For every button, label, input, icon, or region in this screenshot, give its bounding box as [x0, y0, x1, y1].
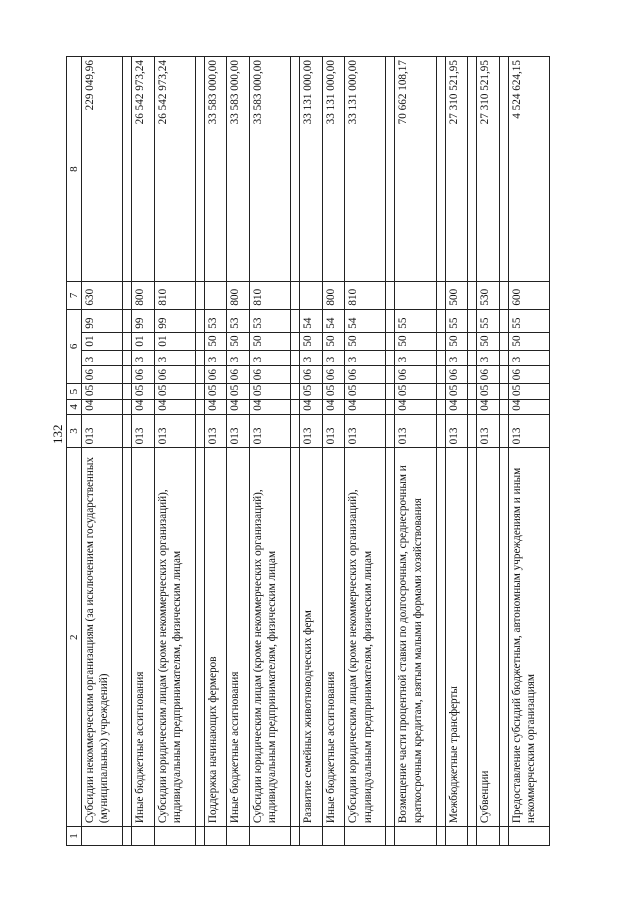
row-code-col6d: 54	[300, 309, 323, 332]
row-code-col4: 04	[508, 399, 549, 414]
row-name: Субвенции	[477, 448, 500, 827]
row-name: Иные бюджетные ассигнования	[132, 448, 155, 827]
spacer-cell	[436, 384, 445, 400]
row-code-col6a: 06	[154, 366, 195, 384]
row-code-col6a: 06	[82, 366, 123, 384]
spacer-cell	[386, 57, 395, 282]
spacer-cell	[123, 414, 132, 448]
spacer-cell	[436, 448, 445, 827]
spacer-cell	[386, 350, 395, 366]
spacer-cell	[386, 332, 395, 350]
row-code-col7: 810	[154, 282, 195, 309]
row-code-col6a: 06	[508, 366, 549, 384]
row-name: Возмещение части процентной ставки по долгосрочным, среднесрочным и краткосрочным кредитам, взятым малыми формами хозяйствования	[395, 448, 436, 827]
row-code-col6b: 3	[227, 350, 250, 366]
row-code-col6a: 06	[132, 366, 155, 384]
row-name: Субсидии юридическим лицам (кроме некоммерческих организаций), индивидуальным предпринимателям, физическим лицам	[154, 448, 195, 827]
table-row	[204, 57, 227, 846]
spacer-cell	[436, 414, 445, 448]
row-code-col6c: 50	[445, 332, 468, 350]
row-name: Предоставление субсидий бюджетным, автономным учреждениям и иным некоммерческим организациям	[508, 448, 549, 827]
row-amount: 26 542 973,24	[154, 57, 195, 282]
spacer-cell	[195, 827, 204, 846]
row-code-col3: 013	[300, 414, 323, 448]
row-code-col7: 500	[445, 282, 468, 309]
spacer-cell	[291, 309, 300, 332]
spacer-cell	[291, 332, 300, 350]
spacer-cell	[499, 332, 508, 350]
row-code-col6c: 50	[322, 332, 345, 350]
spacer-cell	[123, 366, 132, 384]
spacer-cell	[291, 384, 300, 400]
row-code-col4: 04	[204, 399, 227, 414]
row-code-col6b: 3	[204, 350, 227, 366]
row-amount: 33 131 000,00	[345, 57, 386, 282]
row-amount: 27 310 521,95	[445, 57, 468, 282]
spacer-cell	[468, 332, 477, 350]
budget-table	[66, 56, 550, 846]
row-name: Межбюджетные трансферты	[445, 448, 468, 827]
spacer-cell	[468, 399, 477, 414]
row-code-col6c: 01	[154, 332, 195, 350]
spacer-cell	[195, 309, 204, 332]
spacer-cell	[123, 282, 132, 309]
row-code-col7: 800	[132, 282, 155, 309]
row-code-col3: 013	[82, 414, 123, 448]
table-body	[82, 57, 550, 846]
row-code-col6c: 01	[132, 332, 155, 350]
spacer-cell	[291, 399, 300, 414]
row-index-cell	[132, 827, 155, 846]
spacer-row	[386, 57, 395, 846]
spacer-cell	[386, 384, 395, 400]
spacer-row	[195, 57, 204, 846]
header-col-6: 6	[67, 309, 82, 384]
spacer-cell	[195, 366, 204, 384]
row-code-col6b: 3	[395, 350, 436, 366]
row-name: Субсидии юридическим лицам (кроме некоммерческих организаций), индивидуальным предпринимателям, физическим лицам	[345, 448, 386, 827]
spacer-cell	[123, 309, 132, 332]
spacer-cell	[468, 448, 477, 827]
spacer-cell	[195, 282, 204, 309]
spacer-cell	[468, 282, 477, 309]
spacer-cell	[123, 827, 132, 846]
spacer-row	[468, 57, 477, 846]
row-code-col4: 04	[345, 399, 386, 414]
row-index-cell	[508, 827, 549, 846]
spacer-cell	[436, 366, 445, 384]
row-code-col6a: 06	[322, 366, 345, 384]
spacer-cell	[468, 366, 477, 384]
row-code-col5: 05	[445, 384, 468, 400]
row-code-col7	[395, 282, 436, 309]
row-code-col6b: 3	[508, 350, 549, 366]
row-code-col5: 05	[508, 384, 549, 400]
header-col-1: 1	[67, 827, 82, 846]
row-code-col5: 05	[322, 384, 345, 400]
spacer-cell	[123, 448, 132, 827]
row-code-col4: 04	[300, 399, 323, 414]
row-code-col3: 013	[508, 414, 549, 448]
row-code-col5: 05	[204, 384, 227, 400]
row-code-col6d: 54	[322, 309, 345, 332]
row-code-col3: 013	[204, 414, 227, 448]
row-code-col5: 05	[154, 384, 195, 400]
row-code-col3: 013	[395, 414, 436, 448]
row-code-col6c: 50	[204, 332, 227, 350]
row-code-col3: 013	[477, 414, 500, 448]
row-index-cell	[395, 827, 436, 846]
row-code-col6d: 53	[227, 309, 250, 332]
table-row	[477, 57, 500, 846]
rotated-page	[66, 56, 550, 846]
row-index-cell	[227, 827, 250, 846]
spacer-cell	[386, 827, 395, 846]
spacer-cell	[436, 282, 445, 309]
spacer-cell	[195, 350, 204, 366]
header-col-7: 7	[67, 282, 82, 309]
row-code-col4: 04	[154, 399, 195, 414]
row-code-col6c: 50	[345, 332, 386, 350]
row-amount: 27 310 521,95	[477, 57, 500, 282]
row-code-col4: 04	[322, 399, 345, 414]
spacer-cell	[123, 350, 132, 366]
spacer-cell	[386, 309, 395, 332]
spacer-cell	[291, 282, 300, 309]
row-code-col6c: 50	[227, 332, 250, 350]
spacer-cell	[468, 57, 477, 282]
row-name: Иные бюджетные ассигнования	[322, 448, 345, 827]
row-code-col6a: 06	[250, 366, 291, 384]
table-row	[250, 57, 291, 846]
spacer-cell	[468, 350, 477, 366]
row-code-col6c: 50	[250, 332, 291, 350]
row-code-col6a: 06	[345, 366, 386, 384]
row-code-col3: 013	[227, 414, 250, 448]
spacer-cell	[499, 350, 508, 366]
row-index-cell	[82, 827, 123, 846]
spacer-cell	[499, 57, 508, 282]
row-name: Поддержка начинающих фермеров	[204, 448, 227, 827]
spacer-cell	[195, 384, 204, 400]
row-amount: 229 049,96	[82, 57, 123, 282]
row-code-col7: 600	[508, 282, 549, 309]
row-code-col6a: 06	[227, 366, 250, 384]
row-name: Иные бюджетные ассигнования	[227, 448, 250, 827]
spacer-row	[123, 57, 132, 846]
row-code-col6d: 99	[154, 309, 195, 332]
spacer-cell	[436, 399, 445, 414]
row-code-col6d: 55	[395, 309, 436, 332]
row-code-col5: 05	[300, 384, 323, 400]
row-code-col6a: 06	[395, 366, 436, 384]
row-code-col6b: 3	[154, 350, 195, 366]
row-code-col4: 04	[477, 399, 500, 414]
spacer-cell	[499, 414, 508, 448]
row-code-col6a: 06	[477, 366, 500, 384]
row-code-col5: 05	[227, 384, 250, 400]
row-code-col7: 630	[82, 282, 123, 309]
spacer-cell	[499, 384, 508, 400]
spacer-cell	[123, 57, 132, 282]
row-index-cell	[445, 827, 468, 846]
spacer-cell	[291, 827, 300, 846]
page-number: 132	[50, 424, 65, 444]
spacer-cell	[386, 414, 395, 448]
spacer-cell	[291, 366, 300, 384]
row-code-col3: 013	[132, 414, 155, 448]
row-index-cell	[154, 827, 195, 846]
row-code-col7: 530	[477, 282, 500, 309]
row-code-col6b: 3	[300, 350, 323, 366]
row-code-col3: 013	[322, 414, 345, 448]
table-row	[445, 57, 468, 846]
table-row	[132, 57, 155, 846]
spacer-cell	[436, 332, 445, 350]
row-amount: 33 131 000,00	[322, 57, 345, 282]
table-row	[82, 57, 123, 846]
spacer-row	[499, 57, 508, 846]
spacer-cell	[123, 384, 132, 400]
row-code-col7	[204, 282, 227, 309]
row-code-col3: 013	[250, 414, 291, 448]
spacer-cell	[291, 57, 300, 282]
spacer-cell	[499, 827, 508, 846]
row-code-col5: 05	[477, 384, 500, 400]
row-index-cell	[477, 827, 500, 846]
row-index-cell	[250, 827, 291, 846]
row-name: Субсидии некоммерческим организациям (за исключением государственных (муниципальных) учреждений)	[82, 448, 123, 827]
spacer-cell	[386, 282, 395, 309]
row-code-col5: 05	[395, 384, 436, 400]
spacer-cell	[436, 350, 445, 366]
spacer-cell	[195, 399, 204, 414]
row-code-col6c: 50	[508, 332, 549, 350]
row-code-col5: 05	[82, 384, 123, 400]
row-code-col4: 04	[395, 399, 436, 414]
row-index-cell	[345, 827, 386, 846]
spacer-cell	[386, 448, 395, 827]
row-code-col4: 04	[227, 399, 250, 414]
row-code-col3: 013	[445, 414, 468, 448]
spacer-cell	[499, 366, 508, 384]
row-code-col3: 013	[345, 414, 386, 448]
row-code-col7: 800	[227, 282, 250, 309]
row-code-col6b: 3	[322, 350, 345, 366]
row-code-col7: 800	[322, 282, 345, 309]
table-row	[154, 57, 195, 846]
spacer-cell	[468, 309, 477, 332]
header-col-4: 4	[67, 399, 82, 414]
table-row	[508, 57, 549, 846]
row-code-col6d: 53	[204, 309, 227, 332]
row-code-col6d: 53	[250, 309, 291, 332]
row-code-col6b: 3	[445, 350, 468, 366]
row-code-col6b: 3	[132, 350, 155, 366]
row-code-col6a: 06	[204, 366, 227, 384]
row-index-cell	[300, 827, 323, 846]
spacer-cell	[123, 399, 132, 414]
spacer-cell	[291, 350, 300, 366]
spacer-cell	[499, 309, 508, 332]
row-code-col4: 04	[445, 399, 468, 414]
spacer-cell	[386, 399, 395, 414]
spacer-cell	[195, 332, 204, 350]
spacer-cell	[436, 827, 445, 846]
row-amount: 26 542 973,24	[132, 57, 155, 282]
spacer-cell	[195, 57, 204, 282]
row-code-col4: 04	[250, 399, 291, 414]
row-name: Развитие семейных животноводческих ферм	[300, 448, 323, 827]
spacer-cell	[195, 414, 204, 448]
spacer-cell	[291, 414, 300, 448]
table-row	[227, 57, 250, 846]
spacer-cell	[291, 448, 300, 827]
row-code-col4: 04	[132, 399, 155, 414]
row-code-col6d: 55	[445, 309, 468, 332]
row-code-col6d: 54	[345, 309, 386, 332]
header-col-2: 2	[67, 448, 82, 827]
table-row	[322, 57, 345, 846]
row-code-col6c: 50	[300, 332, 323, 350]
row-code-col6b: 3	[82, 350, 123, 366]
row-code-col6b: 3	[250, 350, 291, 366]
spacer-cell	[123, 332, 132, 350]
row-code-col6a: 06	[300, 366, 323, 384]
row-name: Субсидии юридическим лицам (кроме некоммерческих организаций), индивидуальным предпринимателям, физическим лицам	[250, 448, 291, 827]
row-code-col7: 810	[250, 282, 291, 309]
row-code-col6d: 55	[508, 309, 549, 332]
row-code-col6d: 99	[132, 309, 155, 332]
spacer-cell	[468, 414, 477, 448]
row-index-cell	[204, 827, 227, 846]
spacer-cell	[195, 448, 204, 827]
spacer-cell	[436, 309, 445, 332]
spacer-cell	[436, 57, 445, 282]
row-amount: 33 583 000,00	[204, 57, 227, 282]
row-code-col7: 810	[345, 282, 386, 309]
spacer-row	[291, 57, 300, 846]
row-code-col6c: 50	[395, 332, 436, 350]
row-amount: 4 524 624,15	[508, 57, 549, 282]
row-amount: 33 131 000,00	[300, 57, 323, 282]
row-code-col7	[300, 282, 323, 309]
spacer-cell	[499, 448, 508, 827]
row-code-col6d: 55	[477, 309, 500, 332]
spacer-row	[436, 57, 445, 846]
table-row	[300, 57, 323, 846]
row-amount: 33 583 000,00	[250, 57, 291, 282]
row-code-col5: 05	[345, 384, 386, 400]
header-col-5: 5	[67, 384, 82, 400]
row-code-col3: 013	[154, 414, 195, 448]
table-row	[395, 57, 436, 846]
table-row	[345, 57, 386, 846]
spacer-cell	[386, 366, 395, 384]
row-code-col6c: 50	[477, 332, 500, 350]
row-index-cell	[322, 827, 345, 846]
row-code-col6a: 06	[445, 366, 468, 384]
spacer-cell	[468, 384, 477, 400]
spacer-cell	[499, 282, 508, 309]
row-code-col6c: 01	[82, 332, 123, 350]
row-amount: 33 583 000,00	[227, 57, 250, 282]
row-code-col5: 05	[250, 384, 291, 400]
header-col-3: 3	[67, 414, 82, 448]
spacer-cell	[499, 399, 508, 414]
row-code-col6d: 99	[82, 309, 123, 332]
row-amount: 70 662 108,17	[395, 57, 436, 282]
table-header-row	[67, 57, 82, 846]
spacer-cell	[468, 827, 477, 846]
row-code-col6b: 3	[477, 350, 500, 366]
row-code-col6b: 3	[345, 350, 386, 366]
row-code-col4: 04	[82, 399, 123, 414]
row-code-col5: 05	[132, 384, 155, 400]
header-col-8: 8	[67, 57, 82, 282]
